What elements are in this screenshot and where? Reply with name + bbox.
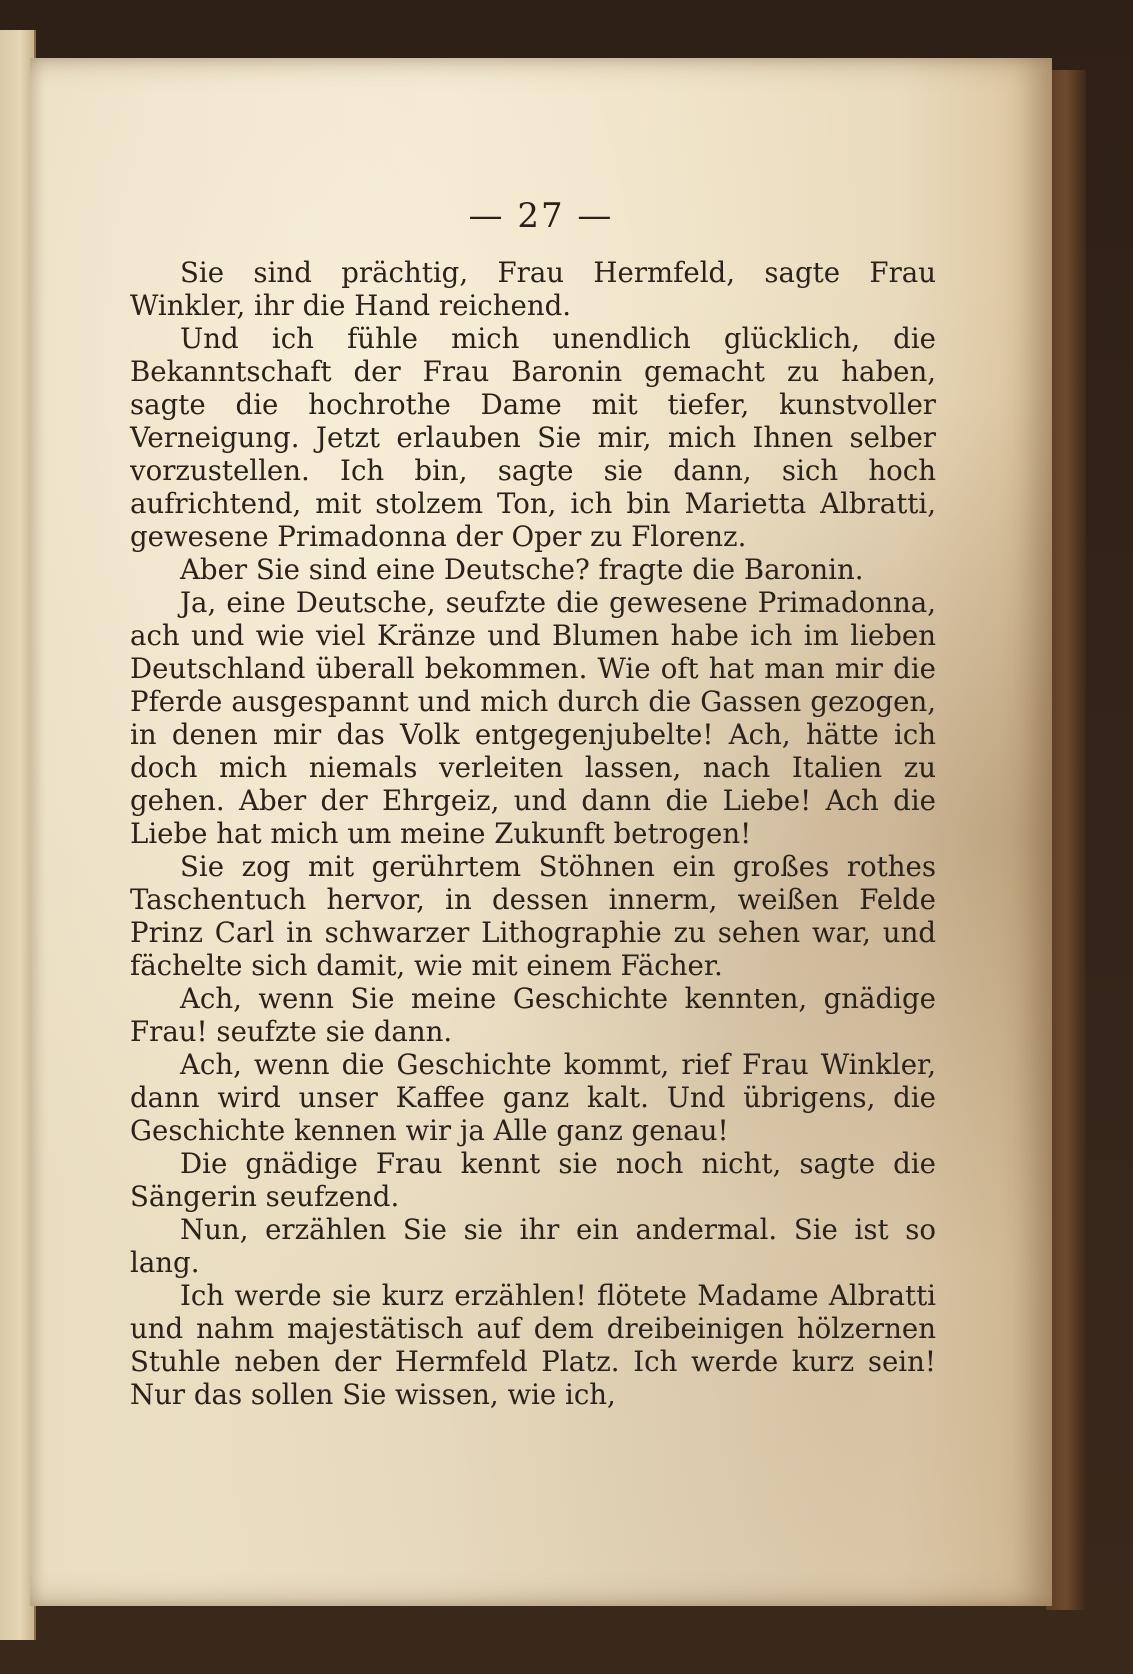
paragraph-8: Die gnädige Frau kennt sie noch nicht, sagte die Sängerin seufzend. — [130, 1147, 936, 1213]
paragraph-1: Sie sind prächtig, Frau Hermfeld, sagte Frau Winkler, ihr die Hand reichend. — [130, 256, 936, 322]
paragraph-3: Aber Sie sind eine Deutsche? fragte die Baronin. — [180, 553, 864, 586]
paragraph-6: Ach, wenn Sie meine Geschichte kennten, gnädige Frau! seufzte sie dann. — [130, 982, 936, 1048]
paragraph-2: Und ich fühle mich unendlich glücklich, die Bekanntschaft der Frau Baronin gemacht zu haben, sagte die hochrothe Dame mit tiefer, kunstvoller Verneigung. Jetzt erlauben Sie mir, mich Ihnen selber vorzustellen. Ich bin, sagte sie dann, sich hoch aufrichtend, mit stolzem Ton, ich bin Marietta Albratti, gewesene Primadonna der Oper zu Florenz. — [130, 322, 936, 553]
page-number: — 27 — — [468, 196, 614, 236]
paragraph-9: Nun, erzählen Sie sie ihr ein andermal. Sie ist so lang. — [130, 1213, 936, 1279]
paragraph-4: Ja, eine Deutsche, seufzte die gewesene Primadonna, ach und wie viel Kränze und Blumen habe ich im lieben Deutschland überall bekommen. Wie oft hat man mir die Pferde ausgespannt und mich durch die Gassen gezogen, in denen mir das Volk entgegenjubelte! Ach, hätte ich doch mich niemals verleiten lassen, nach Italien zu gehen. Aber der Ehrgeiz, und dann die Liebe! Ach die Liebe hat mich um meine Zukunft betrogen! — [130, 586, 936, 850]
body-text — [130, 256, 936, 1411]
paragraph-10: Ich werde sie kurz erzählen! flötete Madame Albratti und nahm majestätisch auf dem dreibeinigen hölzernen Stuhle neben der Hermfeld Platz. Ich werde kurz sein! Nur das sollen Sie wissen, wie ich, — [130, 1279, 936, 1411]
paragraph-5: Sie zog mit gerührtem Stöhnen ein großes rothes Taschentuch hervor, in dessen innerm, weißen Felde Prinz Carl in schwarzer Lithographie zu sehen war, und fächelte sich damit, wie mit einem Fächer. — [130, 850, 936, 982]
paragraph-7: Ach, wenn die Geschichte kommt, rief Frau Winkler, dann wird unser Kaffee ganz kalt. Und übrigens, die Geschichte kennen wir ja Alle ganz genau! — [130, 1048, 936, 1147]
book-page — [30, 58, 1052, 1606]
right-cover-edge — [1046, 70, 1086, 1610]
